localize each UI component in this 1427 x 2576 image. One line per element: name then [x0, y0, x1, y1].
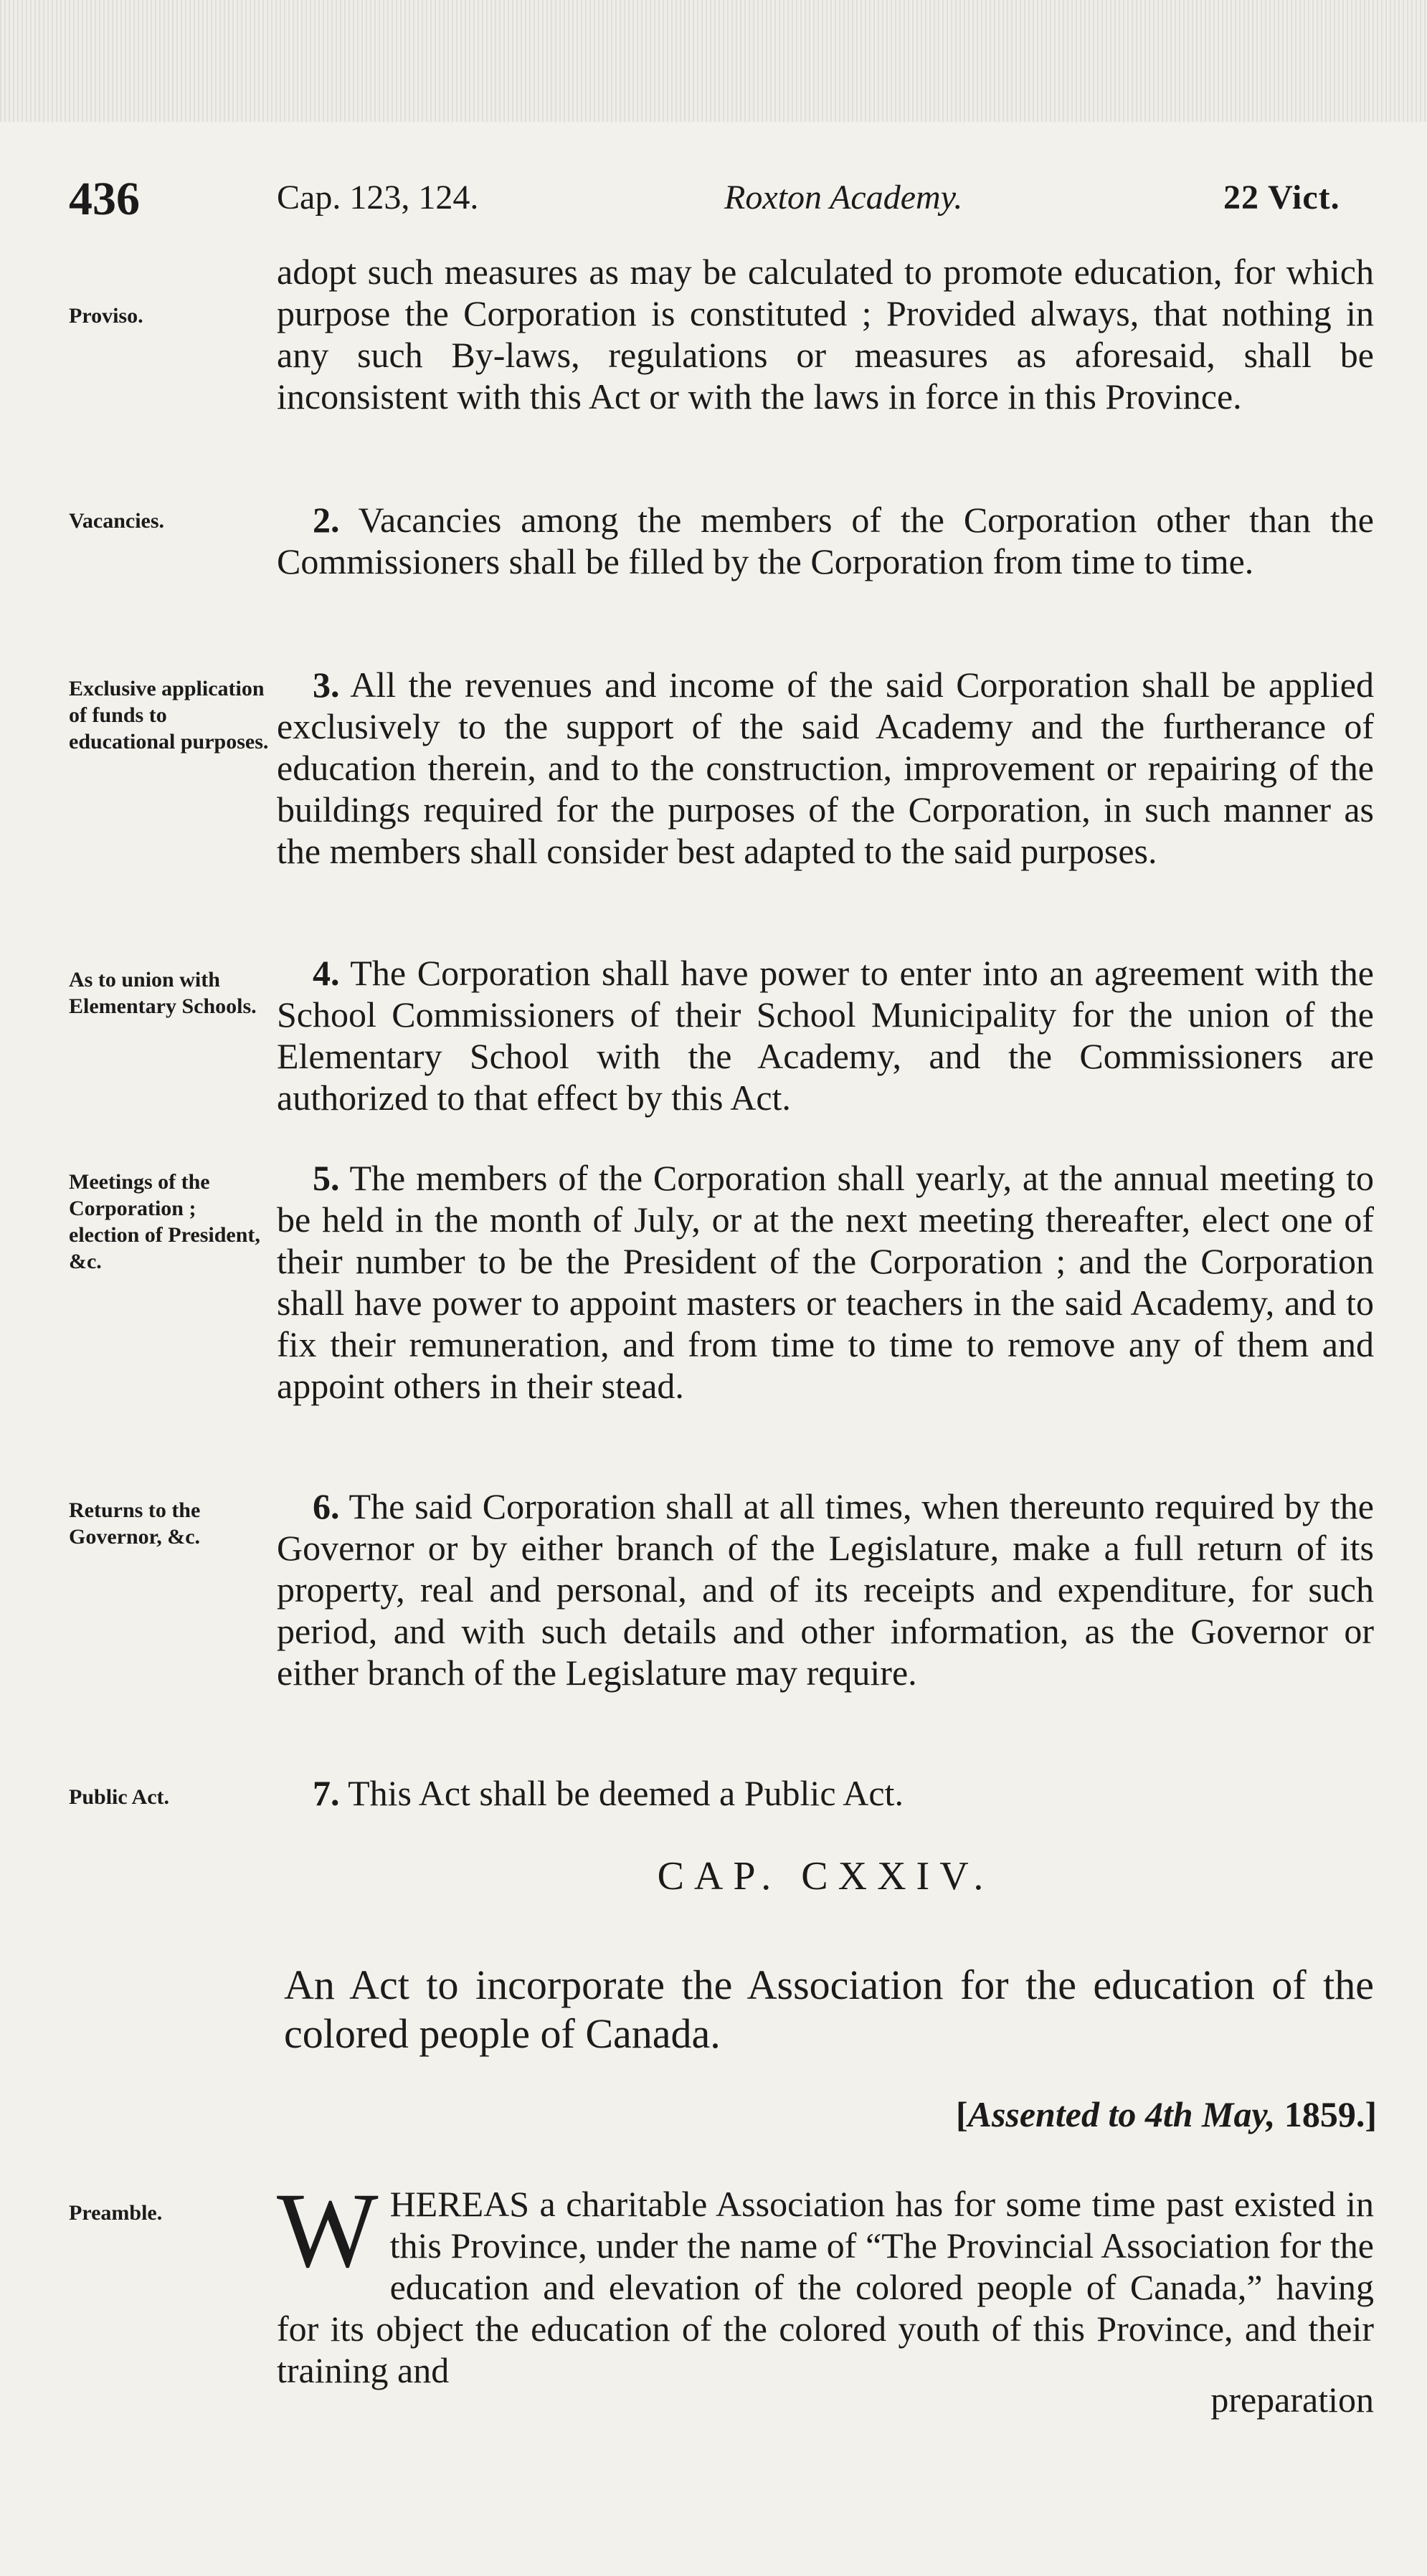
- margin-note-meetings: Meetings of the Corporation ; election of President, &c.: [69, 1170, 260, 1273]
- section-text: All the revenues and income of the said Corporation shall be applied exclusively to the support of the said Academy and the furtherance of education therein, and to the construction, improvement or repairing of the buildings required for the purposes of the Corporation, in such manner as the members shall consider best adapted to the said purposes.: [277, 665, 1374, 871]
- section-text: The members of the Corporation shall yearly, at the annual meeting to be held in the month of July, or at the next meeting thereafter, elect one of their number to be the President of the Corporation ; and the Corporation shall have power to appoint masters or teachers in the said Academy, and to fix their remuneration, and from time to time to remove any of them and appoint others in their stead.: [277, 1158, 1374, 1406]
- section-7: [277, 1772, 1374, 1814]
- section-text: The Corporation shall have power to enter into an agreement with the School Commissioners of their School Municipality for the union of the Elementary School with the Academy, and the Commissioners are authorized to that effect by this Act.: [277, 953, 1374, 1118]
- margin-note-proviso: Proviso.: [69, 304, 143, 328]
- section-text: Vacancies among the members of the Corporation other than the Commissioners shall be filled by the Corporation from time to time.: [277, 500, 1374, 581]
- preamble-paragraph: [277, 2171, 1374, 2391]
- section-number: 6.: [313, 1486, 340, 1526]
- running-header: [0, 172, 1427, 229]
- margin-note-exclusive-application: Exclusive application of funds to educational purposes.: [69, 677, 269, 754]
- section-text: adopt such measures as may be calculated to promote education, for which purpose the Corporation is constituted ; Provided always, that nothing in any such By-laws, regulations or measures as aforesaid, shall be inconsistent with this Act or with the laws in force in this Province.: [277, 252, 1374, 417]
- section-2: [277, 499, 1374, 582]
- section-number: 4.: [313, 953, 340, 993]
- section-number: 2.: [313, 500, 340, 540]
- margin-note-vacancies: Vacancies.: [69, 509, 165, 533]
- preamble-text: HEREAS a charitable Association has for some time past existed in this Province, under the name of “The Provincial Association for the education and elevation of the colored people of Canada,” having for its object the education of the colored youth of this Province, and their training and: [277, 2184, 1374, 2390]
- section-text: This Act shall be deemed a Public Act.: [348, 1773, 904, 1813]
- margin-note-preamble: Preamble.: [69, 2201, 163, 2225]
- section-number: 7.: [313, 1773, 340, 1813]
- act-title: An Act to incorporate the Association for the education of the colored people of Canada.: [284, 1962, 1374, 2057]
- section-number: 3.: [313, 665, 340, 705]
- assent-line: [Assented to 4th May, 1859.]: [955, 2094, 1377, 2134]
- section-5: [277, 1157, 1374, 1407]
- section-4: [277, 952, 1374, 1118]
- catchword: preparation: [1210, 2380, 1374, 2420]
- section-text: The said Corporation shall at all times, when thereunto required by the Governor or by either branch of the Legislature, make a full return of its property, real and personal, and of its receipts and expenditure, for such period, and with such details and other information, as the Governor or either branch of the Legislature may require.: [277, 1486, 1374, 1693]
- regnal-year: 22 Vict.: [1223, 179, 1340, 217]
- scan-edge-texture: [0, 0, 1427, 122]
- drop-cap-initial: W: [277, 2171, 379, 2290]
- chapter-reference: Cap. 123, 124.: [277, 179, 479, 217]
- margin-note-union-elementary: As to union with Elementary Schools.: [69, 968, 257, 1018]
- section-number: 5.: [313, 1158, 340, 1198]
- assent-label: Assented to 4th May,: [967, 2094, 1276, 2134]
- section-proviso: [277, 251, 1374, 417]
- section-6: [277, 1486, 1374, 1693]
- assent-year: 1859.: [1284, 2094, 1365, 2134]
- section-3: [277, 664, 1374, 872]
- margin-note-returns: Returns to the Governor, &c.: [69, 1498, 201, 1549]
- margin-note-public-act: Public Act.: [69, 1785, 169, 1809]
- page-number: 436: [69, 173, 140, 225]
- chapter-heading: CAP. CXXIV.: [657, 1854, 994, 1898]
- running-title: Roxton Academy.: [724, 179, 963, 217]
